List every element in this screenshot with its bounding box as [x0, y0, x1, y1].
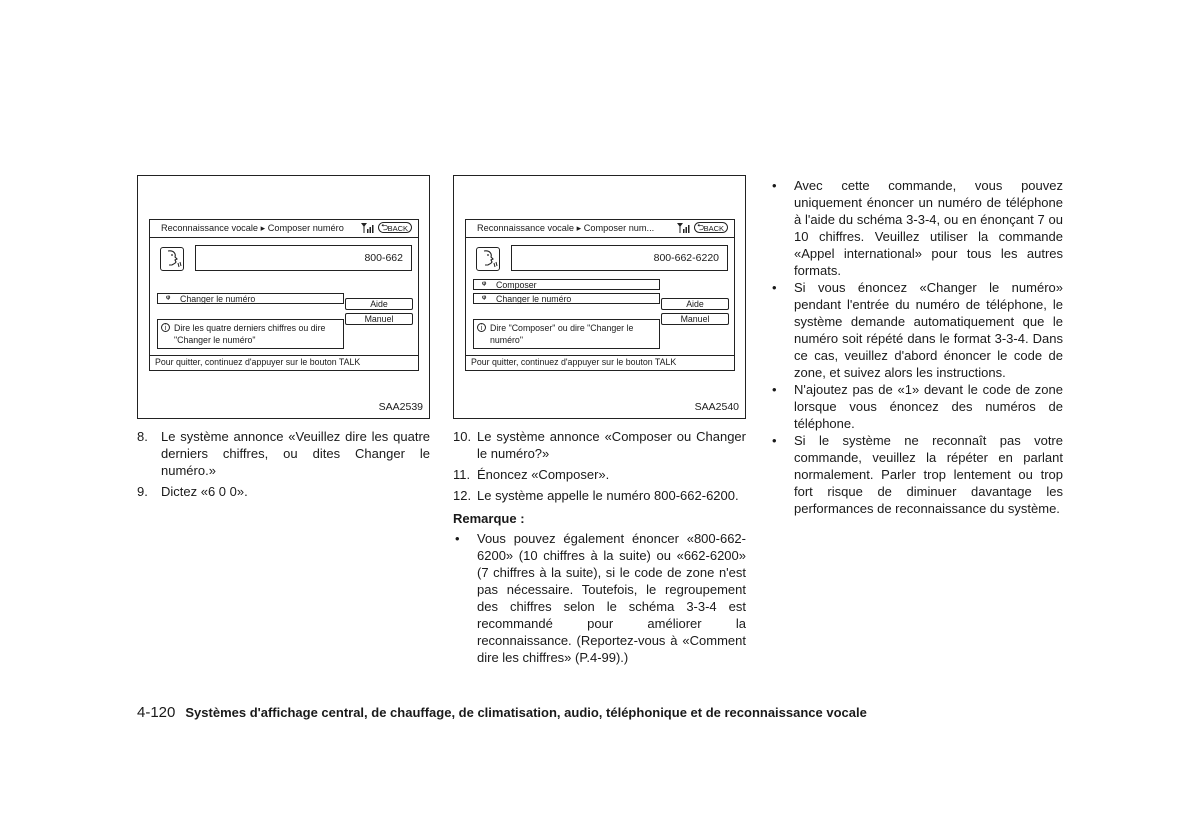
- info-box: [473, 319, 660, 349]
- info-icon: i: [477, 323, 486, 332]
- step-number: 8.: [137, 429, 148, 444]
- screen-title: Reconnaissance vocale ▸ Composer numéro: [161, 223, 344, 233]
- note-bullet-3: • N'ajoutez pas de «1» devant le code de zone lorsque vous énoncez des numéros de téléphone.: [770, 381, 1063, 432]
- back-arrow-icon: ⮌: [697, 222, 705, 232]
- voice-screen: [465, 219, 735, 371]
- step-text: Le système appelle le numéro 800-662-6200.: [477, 488, 739, 503]
- chapter-title: Systèmes d'affichage central, de chauffage, de climatisation, audio, téléphonique et de reconnaissance vocale: [185, 705, 867, 720]
- back-button[interactable]: [694, 222, 728, 233]
- figure-code: SAA2539: [378, 401, 423, 413]
- step-8: [137, 428, 430, 479]
- help-button[interactable]: Aide: [345, 298, 413, 310]
- voice-command-icon: ᵠ: [482, 279, 487, 289]
- step-text: Dictez «6 0 0».: [161, 484, 248, 499]
- screen-title-bar: [466, 220, 734, 238]
- help-button[interactable]: Aide: [661, 298, 729, 310]
- screen-title-bar: [150, 220, 418, 238]
- signal-icon: [361, 223, 374, 233]
- step-text: Le système annonce «Veuillez dire les quatre derniers chiffres, ou dites Changer le numéro.»: [161, 429, 430, 478]
- voice-command-icon: ᵠ: [482, 293, 487, 303]
- step-11: [453, 466, 746, 483]
- column-3-notes: [770, 177, 1063, 517]
- page-footer: [137, 704, 867, 721]
- voice-screen: [149, 219, 419, 371]
- figure-code: SAA2540: [694, 401, 739, 413]
- info-text: Dire les quatre derniers chiffres ou dire "Changer le numéro": [174, 323, 326, 345]
- signal-icon: [677, 223, 690, 233]
- step-9: [137, 483, 430, 500]
- command-label: Changer le numéro: [496, 294, 572, 304]
- note-bullet-4: • Si le système ne reconnaît pas votre commande, veuillez la répéter en parlant normalement. Parler trop lentement ou trop fort risque de diminuer davantage les performances de reconnaissance du système.: [770, 432, 1063, 517]
- note-bullet-1: • Avec cette commande, vous pouvez uniquement énoncer un numéro de téléphone à l'aide du schéma 3-3-4, ou en énonçant 7 ou 10 chiffres. Veuillez utiliser la commande «Appel international» pour tous les autres formats.: [770, 177, 1063, 279]
- step-number: 12.: [453, 488, 472, 503]
- step-number: 10.: [453, 429, 472, 444]
- step-12: [453, 487, 746, 504]
- command-label: Composer: [496, 280, 537, 290]
- step-number: 9.: [137, 484, 148, 499]
- step-10: [453, 428, 746, 462]
- voice-face-icon: [160, 247, 184, 271]
- back-button[interactable]: [378, 222, 412, 233]
- back-label: BACK: [387, 224, 408, 233]
- note-bullet-2: • Si vous énoncez «Changer le numéro» pendant l'entrée du numéro de téléphone, le système demande automatiquement que le numéro soit répété dans le format 3-3-4. Dans ce cas, veuillez d'abord énoncer le code de zone, et suivez alors les instructions.: [770, 279, 1063, 381]
- command-change-number[interactable]: [473, 293, 660, 304]
- figure-saa2540: [453, 175, 746, 419]
- column-2-steps: [453, 428, 746, 666]
- manual-button[interactable]: Manuel: [661, 313, 729, 325]
- number-display: 800-662-6220: [511, 245, 728, 271]
- info-text: Dire "Composer" ou dire "Changer le numéro": [490, 323, 634, 345]
- info-box: [157, 319, 344, 349]
- voice-face-icon: [476, 247, 500, 271]
- column-1-steps: [137, 428, 430, 504]
- info-icon: i: [161, 323, 170, 332]
- quit-bar: Pour quitter, continuez d'appuyer sur le bouton TALK: [466, 355, 734, 370]
- voice-command-icon: ᵠ: [166, 293, 171, 303]
- command-label: Changer le numéro: [180, 294, 256, 304]
- step-text: Le système annonce «Composer ou Changer le numéro?»: [477, 429, 746, 461]
- step-text: Énoncez «Composer».: [477, 467, 610, 482]
- quit-bar: Pour quitter, continuez d'appuyer sur le bouton TALK: [150, 355, 418, 370]
- screen-title: Reconnaissance vocale ▸ Composer num...: [477, 223, 655, 233]
- step-number: 11.: [453, 467, 471, 482]
- command-change-number[interactable]: [157, 293, 344, 304]
- back-arrow-icon: ⮌: [381, 222, 389, 232]
- manual-button[interactable]: Manuel: [345, 313, 413, 325]
- command-compose[interactable]: [473, 279, 660, 290]
- page-number: 4-120: [137, 704, 176, 721]
- remark-bullet: • Vous pouvez également énoncer «800-662-6200» (10 chiffres à la suite) ou «662-6200» (7 chiffres à la suite), si le code de zone n'est pas nécessaire. Toutefois, le regroupement des chiffres selon le schéma 3-3-4 est recommandé pour améliorer la reconnaissance. (Reportez-vous à «Comment dire les chiffres» (P.4-99).): [453, 530, 746, 666]
- remark-heading: Remarque :: [453, 511, 525, 526]
- figure-saa2539: [137, 175, 430, 419]
- back-label: BACK: [703, 224, 724, 233]
- number-display: 800-662: [195, 245, 412, 271]
